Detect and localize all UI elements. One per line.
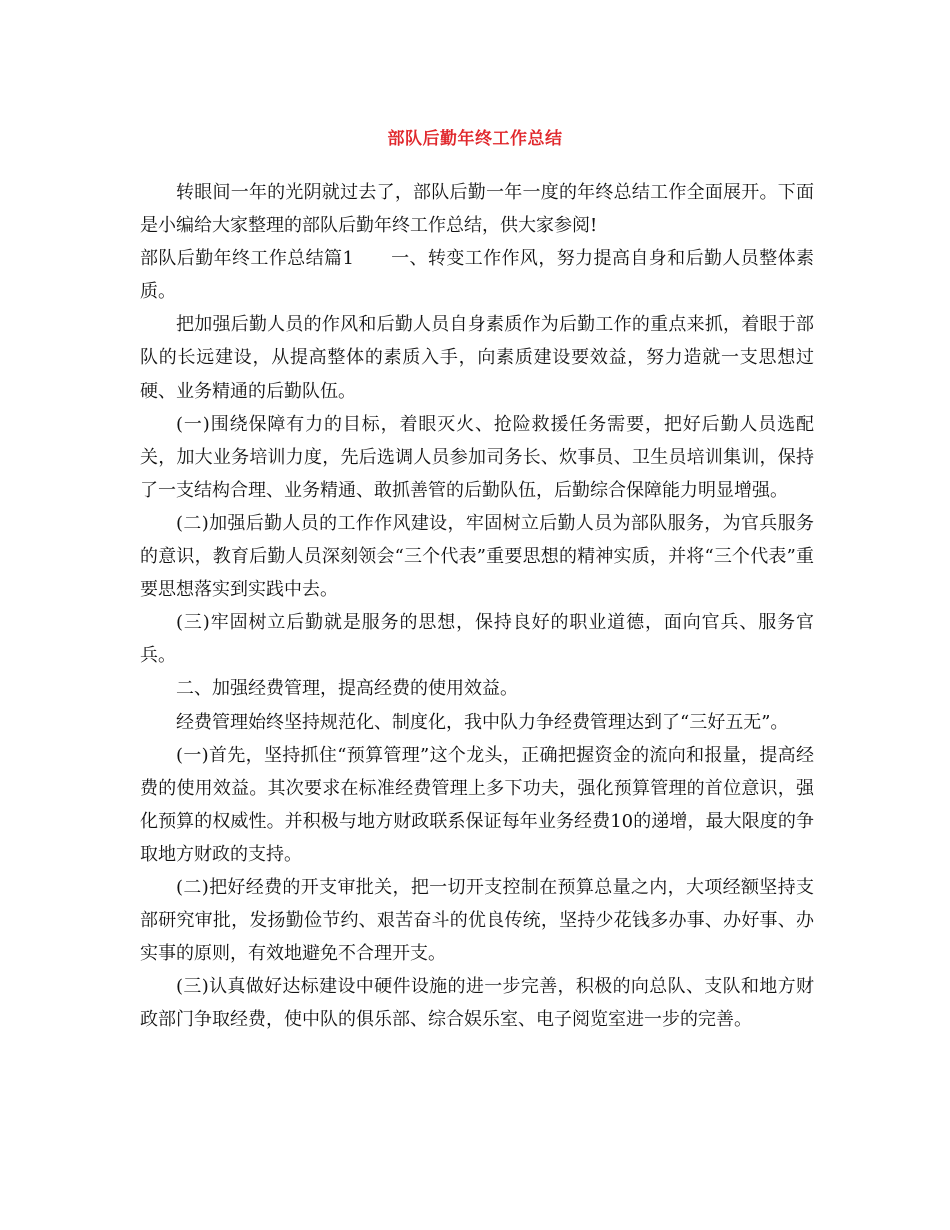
paragraph-intro: 转眼间一年的光阴就过去了，部队后勤一年一度的年终总结工作全面展开。下面是小编给大家整理的部队后勤年终工作总结，供大家参阅! [140, 182, 814, 237]
paragraph: (二)把好经费的开支审批关，把一切开支控制在预算总量之内，大项经额坚持支部研究审批，发扬勤俭节约、艰苦奋斗的优良传统，坚持少花钱多办事、办好事、办实事的原则，有效地避免不合理开支。 [140, 876, 814, 965]
paragraph-section-heading: 部队后勤年终工作总结篇1 一、转变工作作风，努力提高自身和后勤人员整体素质。 [140, 248, 814, 303]
paragraph: 把加强后勤人员的作风和后勤人员自身素质作为后勤工作的重点来抓，着眼于部队的长远建设，从提高整体的素质入手，向素质建设要效益，努力造就一支思想过硬、业务精通的后勤队伍。 [140, 314, 814, 402]
paragraph: (三)牢固树立后勤就是服务的思想，保持良好的职业道德，面向官兵、服务官兵。 [140, 612, 814, 667]
paragraph-subheading: 二、加强经费管理，提高经费的使用效益。 [176, 678, 518, 700]
paragraph: (三)认真做好达标建设中硬件设施的进一步完善，积极的向总队、支队和地方财政部门争取经费，使中队的俱乐部、综合娱乐室、电子阅览室进一步的完善。 [140, 976, 814, 1031]
paragraph: (一)围绕保障有力的目标，着眼灭火、抢险救援任务需要，把好后勤人员选配关，加大业务培训力度，先后选调人员参加司务长、炊事员、卫生员培训集训，保持了一支结构合理、业务精通、敢抓善管的后勤队伍，后勤综合保障能力明显增强。 [140, 413, 814, 501]
paragraph: (一)首先，坚持抓住“预算管理”这个龙头，正确把握资金的流向和报量，提高经费的使用效益。其次要求在标准经费管理上多下功夫，强化预算管理的首位意识，强化预算的权威性。并积极与地方财政联系保证每年业务经费10的递增，最大限度的争取地方财政的支持。 [140, 744, 814, 865]
paragraph: (二)加强后勤人员的工作作风建设，牢固树立后勤人员为部队服务，为官兵服务的意识，教育后勤人员深刻领会“三个代表”重要思想的精神实质，并将“三个代表”重要思想落实到实践中去。 [140, 512, 814, 601]
document-title: 部队后勤年终工作总结 [387, 129, 563, 149]
paragraph: 经费管理始终坚持规范化、制度化，我中队力争经费管理达到了“三好五无”。 [176, 711, 789, 733]
document-body [140, 176, 814, 1036]
